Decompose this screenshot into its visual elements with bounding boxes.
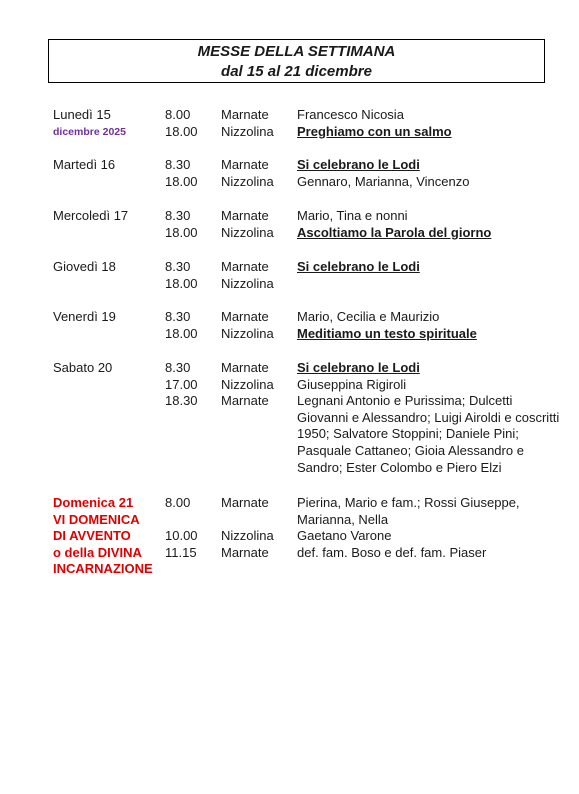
mass-intention-line: Legnani Antonio e Purissima; Dulcetti <box>297 393 513 409</box>
mass-place: Marnate <box>221 544 269 560</box>
day-label: Mercoledì 17 <box>53 208 129 223</box>
mass-intention: Si celebrano le Lodi <box>297 157 420 172</box>
mass-time: 8.00 <box>165 107 191 122</box>
mass-intention: Si celebrano le Lodi <box>297 259 420 274</box>
liturgical-title-line: INCARNAZIONE <box>53 561 153 577</box>
mass-place: Marnate <box>221 107 269 122</box>
mass-place: Marnate <box>221 208 269 223</box>
mass-time: 18.00 <box>165 173 198 189</box>
mass-place: Nizzolina <box>221 224 274 240</box>
mass-time: 8.30 <box>165 208 191 223</box>
page-title: MESSE DELLA SETTIMANA <box>197 43 396 60</box>
mass-time: 18.00 <box>165 325 198 341</box>
liturgical-title-line: VI DOMENICA <box>53 511 140 527</box>
mass-place: Nizzolina <box>221 123 274 139</box>
day-label: Sabato 20 <box>53 360 113 375</box>
page-subtitle: dal 15 al 21 dicembre <box>221 63 372 80</box>
mass-place: Nizzolina <box>221 528 274 544</box>
day-label: Giovedì 18 <box>53 259 116 274</box>
mass-time: 8.30 <box>165 309 191 324</box>
mass-intention: Giuseppina Rigiroli <box>297 376 407 392</box>
mass-time: 18.30 <box>165 393 198 409</box>
mass-intention: Mario, Cecilia e Maurizio <box>297 309 440 324</box>
mass-time: 18.00 <box>165 224 198 240</box>
mass-time: 18.00 <box>165 123 198 139</box>
day-label: Lunedì 15 <box>53 107 111 122</box>
mass-intention: Gaetano Varone <box>297 528 392 544</box>
mass-time: 10.00 <box>165 528 198 544</box>
schedule-title-box <box>48 39 545 83</box>
liturgical-title-line: o della DIVINA <box>53 544 142 560</box>
mass-place: Marnate <box>221 360 269 375</box>
mass-intention: Meditiamo un testo spirituale <box>297 325 477 341</box>
mass-place: Nizzolina <box>221 376 274 392</box>
day-label: Venerdì 19 <box>53 309 116 324</box>
mass-time: 8.00 <box>165 495 191 510</box>
mass-intention-line: Pasquale Cattaneo; Gioia Alessandro e <box>297 442 524 458</box>
mass-time: 8.30 <box>165 157 191 172</box>
mass-intention-line: Giovanni e Alessandro; Luigi Airoldi e coscritti <box>297 409 560 425</box>
mass-time: 8.30 <box>165 360 191 375</box>
mass-intention: def. fam. Boso e def. fam. Piaser <box>297 544 487 560</box>
mass-intention: Preghiamo con un salmo <box>297 123 452 139</box>
mass-place: Marnate <box>221 309 269 324</box>
mass-intention <box>297 276 559 293</box>
mass-intention-line: Pierina, Mario e fam.; Rossi Giuseppe, <box>297 495 520 510</box>
mass-intention-line: Sandro; Ester Colombo e Piero Elzi <box>297 459 502 475</box>
mass-time: 18.00 <box>165 275 198 291</box>
mass-place: Nizzolina <box>221 275 274 291</box>
mass-intention: Ascoltiamo la Parola del giorno <box>297 224 492 240</box>
day-label: Martedì 16 <box>53 157 116 172</box>
mass-place: Nizzolina <box>221 173 274 189</box>
mass-intention-line: 1950; Salvatore Stoppini; Daniele Pini; <box>297 426 519 442</box>
day-label: Domenica 21 <box>53 495 134 510</box>
mass-place: Marnate <box>221 393 269 409</box>
date-note: dicembre 2025 <box>53 125 126 138</box>
mass-time: 11.15 <box>165 544 197 560</box>
mass-place: Nizzolina <box>221 325 274 341</box>
mass-intention: Gennaro, Marianna, Vincenzo <box>297 173 470 189</box>
liturgical-title-line: DI AVVENTO <box>53 528 131 544</box>
mass-time: 17.00 <box>165 376 198 392</box>
mass-place: Marnate <box>221 157 269 172</box>
mass-intention: Francesco Nicosia <box>297 107 404 122</box>
mass-place: Marnate <box>221 259 269 274</box>
mass-intention-line: Marianna, Nella <box>297 511 389 527</box>
mass-intention: Mario, Tina e nonni <box>297 208 408 223</box>
mass-intention: Si celebrano le Lodi <box>297 360 420 375</box>
mass-place: Marnate <box>221 495 269 510</box>
mass-time: 8.30 <box>165 259 191 274</box>
